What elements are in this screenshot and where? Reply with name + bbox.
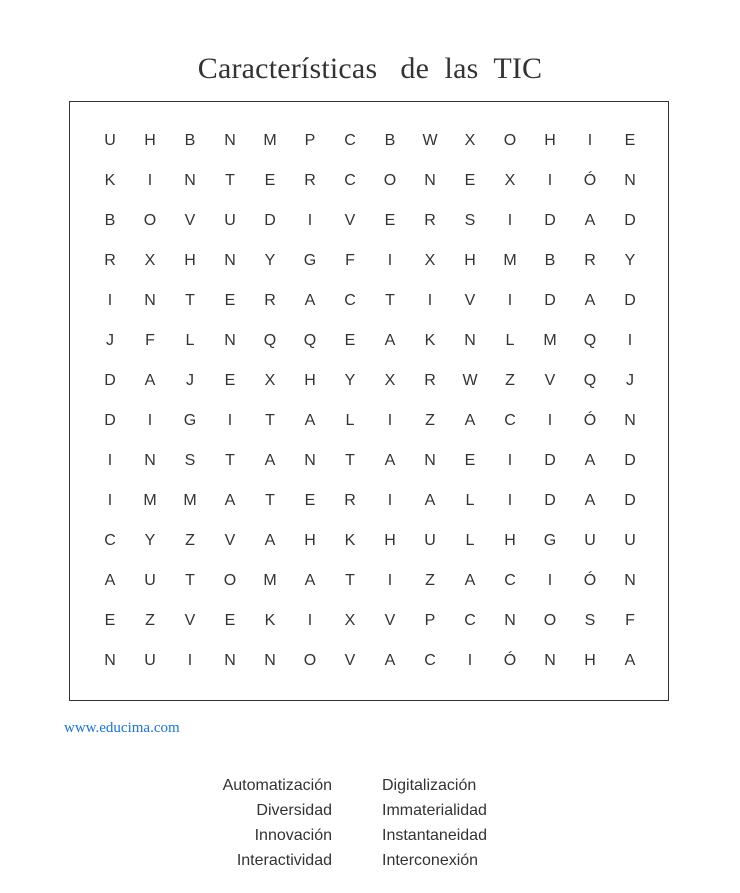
grid-letter[interactable]: A	[584, 492, 596, 509]
grid-letter[interactable]: X	[264, 372, 276, 389]
grid-letter[interactable]: H	[144, 132, 156, 149]
grid-letter[interactable]: E	[464, 172, 476, 189]
grid-letter[interactable]: H	[544, 132, 556, 149]
grid-letter[interactable]: I	[227, 412, 233, 429]
grid-letter[interactable]: D	[624, 492, 636, 509]
grid-letter[interactable]: M	[543, 332, 557, 349]
grid-letter[interactable]: B	[104, 212, 116, 229]
grid-letter[interactable]: I	[307, 212, 313, 229]
grid-letter[interactable]: N	[624, 412, 636, 429]
grid-letter[interactable]: I	[467, 652, 473, 669]
word-list-left-column	[223, 773, 332, 873]
grid-letter[interactable]: X	[144, 252, 156, 269]
grid-letter[interactable]: T	[265, 412, 275, 429]
grid-letter[interactable]: Ó	[583, 172, 597, 189]
grid-letter[interactable]: L	[465, 532, 475, 549]
grid-letter[interactable]: D	[264, 212, 276, 229]
grid-letter[interactable]: N	[424, 172, 436, 189]
grid-letter[interactable]: Z	[425, 412, 435, 429]
grid-letter[interactable]: N	[544, 652, 556, 669]
grid-letter[interactable]: E	[384, 212, 396, 229]
grid-letter[interactable]: R	[424, 372, 436, 389]
grid-letter[interactable]: I	[187, 652, 193, 669]
grid-letter[interactable]: Z	[185, 532, 195, 549]
grid-letter[interactable]: T	[225, 172, 235, 189]
grid-letter[interactable]: H	[304, 372, 316, 389]
grid-letter[interactable]: N	[464, 332, 476, 349]
grid-letter[interactable]: V	[344, 212, 356, 229]
grid-letter[interactable]: Y	[264, 252, 276, 269]
grid-letter[interactable]: Ó	[583, 572, 597, 589]
grid-letter[interactable]: W	[462, 372, 478, 389]
grid-letter[interactable]: I	[547, 572, 553, 589]
grid-letter[interactable]: C	[504, 572, 516, 589]
grid-letter[interactable]: H	[384, 532, 396, 549]
grid-row	[90, 281, 650, 321]
grid-letter[interactable]: R	[344, 492, 356, 509]
grid-letter[interactable]: I	[147, 172, 153, 189]
grid-letter[interactable]: N	[144, 452, 156, 469]
grid-letter[interactable]: I	[147, 412, 153, 429]
grid-letter[interactable]: T	[385, 292, 395, 309]
grid-letter[interactable]: R	[264, 292, 276, 309]
grid-letter[interactable]: N	[224, 252, 236, 269]
grid-letter[interactable]: R	[304, 172, 316, 189]
grid-letter[interactable]: N	[144, 292, 156, 309]
grid-letter[interactable]: Ó	[503, 652, 517, 669]
grid-letter[interactable]: F	[145, 332, 155, 349]
grid-letter[interactable]: U	[104, 132, 116, 149]
grid-letter[interactable]: E	[224, 372, 236, 389]
grid-letter[interactable]: S	[584, 612, 596, 629]
grid-letter[interactable]: V	[224, 532, 236, 549]
grid-letter[interactable]: U	[144, 652, 156, 669]
grid-row	[90, 401, 650, 441]
grid-letter[interactable]: G	[543, 532, 557, 549]
grid-letter[interactable]: Q	[583, 332, 597, 349]
grid-letter[interactable]: U	[584, 532, 596, 549]
grid-letter[interactable]: N	[224, 652, 236, 669]
grid-letter[interactable]: L	[185, 332, 195, 349]
grid-row	[90, 121, 650, 161]
word-list-item: Interactividad	[236, 852, 332, 869]
grid-row	[90, 521, 650, 561]
grid-letter[interactable]: H	[584, 652, 596, 669]
grid-letter[interactable]: T	[345, 572, 355, 589]
grid-letter[interactable]: X	[344, 612, 356, 629]
grid-letter[interactable]: A	[264, 532, 276, 549]
grid-letter[interactable]: N	[624, 172, 636, 189]
grid-letter[interactable]: N	[624, 572, 636, 589]
grid-letter[interactable]: Q	[303, 332, 317, 349]
grid-letter[interactable]: A	[144, 372, 156, 389]
grid-letter[interactable]: B	[544, 252, 556, 269]
grid-letter[interactable]: A	[584, 212, 596, 229]
grid-letter[interactable]: M	[263, 572, 277, 589]
grid-row	[90, 321, 650, 361]
grid-letter[interactable]: X	[504, 172, 516, 189]
grid-letter[interactable]: B	[384, 132, 396, 149]
word-list-item: Immaterialidad	[382, 802, 487, 819]
grid-letter[interactable]: D	[624, 292, 636, 309]
grid-letter[interactable]: C	[424, 652, 436, 669]
grid-letter[interactable]: E	[344, 332, 356, 349]
grid-letter[interactable]: I	[387, 492, 393, 509]
grid-letter[interactable]: C	[104, 532, 116, 549]
grid-letter[interactable]: E	[224, 612, 236, 629]
grid-letter[interactable]: W	[422, 132, 438, 149]
word-search-board	[69, 101, 669, 701]
grid-row	[90, 201, 650, 241]
word-list-right-column	[382, 773, 487, 873]
grid-letter[interactable]: C	[344, 172, 356, 189]
word-list-item: Automatización	[222, 777, 332, 794]
grid-letter[interactable]: L	[505, 332, 515, 349]
grid-letter[interactable]: D	[544, 292, 556, 309]
grid-letter[interactable]: O	[503, 132, 517, 149]
grid-letter[interactable]: A	[584, 452, 596, 469]
grid-letter[interactable]: F	[625, 612, 635, 629]
grid-letter[interactable]: U	[424, 532, 436, 549]
grid-letter[interactable]: J	[186, 372, 194, 389]
grid-letter[interactable]: S	[464, 212, 476, 229]
grid-letter[interactable]: X	[464, 132, 476, 149]
grid-letter[interactable]: Q	[583, 372, 597, 389]
grid-letter[interactable]: R	[584, 252, 596, 269]
grid-letter[interactable]: T	[225, 452, 235, 469]
grid-letter[interactable]: A	[304, 292, 316, 309]
grid-letter[interactable]: A	[424, 492, 436, 509]
grid-letter[interactable]: M	[503, 252, 517, 269]
grid-letter[interactable]: I	[587, 132, 593, 149]
grid-letter[interactable]: I	[547, 412, 553, 429]
grid-letter[interactable]: D	[624, 212, 636, 229]
grid-letter[interactable]: C	[344, 292, 356, 309]
grid-letter[interactable]: V	[344, 652, 356, 669]
grid-letter[interactable]: D	[544, 492, 556, 509]
grid-letter[interactable]: V	[544, 372, 556, 389]
grid-letter[interactable]: K	[104, 172, 116, 189]
grid-letter[interactable]: A	[464, 412, 476, 429]
grid-letter[interactable]: C	[344, 132, 356, 149]
grid-letter[interactable]: H	[504, 532, 516, 549]
grid-letter[interactable]: X	[384, 372, 396, 389]
grid-letter[interactable]: V	[464, 292, 476, 309]
word-list-item: Digitalización	[382, 777, 477, 794]
grid-letter[interactable]: X	[424, 252, 436, 269]
grid-letter[interactable]: H	[184, 252, 196, 269]
grid-letter[interactable]: T	[185, 572, 195, 589]
grid-letter[interactable]: E	[264, 172, 276, 189]
grid-letter[interactable]: G	[183, 412, 197, 429]
grid-letter[interactable]: I	[387, 412, 393, 429]
grid-letter[interactable]: N	[504, 612, 516, 629]
grid-letter[interactable]: D	[624, 452, 636, 469]
grid-letter[interactable]: B	[184, 132, 196, 149]
grid-letter[interactable]: F	[345, 252, 355, 269]
grid-row	[90, 601, 650, 641]
grid-row	[90, 481, 650, 521]
grid-letter[interactable]: C	[504, 412, 516, 429]
grid-letter[interactable]: T	[345, 452, 355, 469]
grid-letter[interactable]: A	[464, 572, 476, 589]
grid-letter[interactable]: N	[424, 452, 436, 469]
grid-letter[interactable]: K	[344, 532, 356, 549]
grid-letter[interactable]: U	[224, 212, 236, 229]
grid-letter[interactable]: H	[304, 532, 316, 549]
grid-letter[interactable]: A	[384, 452, 396, 469]
grid-row	[90, 561, 650, 601]
grid-letter[interactable]: N	[104, 652, 116, 669]
grid-letter[interactable]: G	[303, 252, 317, 269]
grid-row	[90, 241, 650, 281]
grid-letter[interactable]: L	[465, 492, 475, 509]
grid-letter[interactable]: V	[184, 612, 196, 629]
grid-letter[interactable]: A	[384, 332, 396, 349]
grid-letter[interactable]: A	[384, 652, 396, 669]
grid-letter[interactable]: L	[345, 412, 355, 429]
grid-letter[interactable]: O	[143, 212, 157, 229]
grid-letter[interactable]: I	[627, 332, 633, 349]
grid-letter[interactable]: J	[626, 372, 634, 389]
grid-letter[interactable]: I	[507, 212, 513, 229]
grid-letter[interactable]: H	[464, 252, 476, 269]
grid-letter[interactable]: O	[303, 652, 317, 669]
grid-letter[interactable]: U	[624, 532, 636, 549]
grid-letter[interactable]: T	[185, 292, 195, 309]
grid-letter[interactable]: I	[507, 292, 513, 309]
grid-letter[interactable]: E	[624, 132, 636, 149]
grid-letter[interactable]: Y	[144, 532, 156, 549]
grid-letter[interactable]: R	[104, 252, 116, 269]
grid-letter[interactable]: J	[106, 332, 114, 349]
grid-letter[interactable]: D	[544, 452, 556, 469]
grid-letter[interactable]: O	[383, 172, 397, 189]
grid-letter[interactable]: A	[624, 652, 636, 669]
website-link[interactable]: www.educima.com	[64, 720, 180, 736]
grid-letter[interactable]: V	[384, 612, 396, 629]
grid-letter[interactable]: I	[107, 452, 113, 469]
grid-letter[interactable]: I	[107, 492, 113, 509]
grid-letter[interactable]: P	[304, 132, 316, 149]
grid-letter[interactable]: Q	[263, 332, 277, 349]
grid-letter[interactable]: N	[224, 132, 236, 149]
grid-letter[interactable]: Y	[624, 252, 636, 269]
grid-letter[interactable]: U	[144, 572, 156, 589]
grid-letter[interactable]: M	[263, 132, 277, 149]
grid-letter[interactable]: I	[507, 492, 513, 509]
letter-grid	[90, 121, 650, 681]
grid-letter[interactable]: V	[184, 212, 196, 229]
grid-letter[interactable]: E	[304, 492, 316, 509]
grid-letter[interactable]: Z	[505, 372, 515, 389]
page-title: Características de las TIC	[197, 52, 543, 85]
grid-letter[interactable]: O	[223, 572, 237, 589]
grid-letter[interactable]: C	[464, 612, 476, 629]
grid-letter[interactable]: A	[304, 572, 316, 589]
grid-letter[interactable]: I	[387, 572, 393, 589]
grid-letter[interactable]: I	[107, 292, 113, 309]
grid-letter[interactable]: E	[104, 612, 116, 629]
grid-letter[interactable]: E	[224, 292, 236, 309]
grid-letter[interactable]: I	[387, 252, 393, 269]
grid-row	[90, 161, 650, 201]
grid-letter[interactable]: P	[424, 612, 436, 629]
grid-letter[interactable]: A	[264, 452, 276, 469]
grid-letter[interactable]: N	[184, 172, 196, 189]
grid-letter[interactable]: D	[104, 372, 116, 389]
grid-letter[interactable]: N	[224, 332, 236, 349]
grid-letter[interactable]: I	[547, 172, 553, 189]
grid-letter[interactable]: Y	[344, 372, 356, 389]
grid-letter[interactable]: I	[507, 452, 513, 469]
grid-row	[90, 361, 650, 401]
grid-letter[interactable]: D	[104, 412, 116, 429]
grid-letter[interactable]: A	[104, 572, 116, 589]
grid-letter[interactable]: A	[224, 492, 236, 509]
grid-row	[90, 441, 650, 481]
word-list-item: Diversidad	[256, 802, 332, 819]
grid-letter[interactable]: A	[584, 292, 596, 309]
grid-letter[interactable]: M	[143, 492, 157, 509]
grid-letter[interactable]: N	[304, 452, 316, 469]
word-list-item: Instantaneidad	[382, 827, 487, 844]
grid-letter[interactable]: R	[424, 212, 436, 229]
grid-letter[interactable]: K	[264, 612, 276, 629]
grid-row	[90, 641, 650, 681]
grid-letter[interactable]: K	[424, 332, 436, 349]
grid-letter[interactable]: A	[304, 412, 316, 429]
grid-letter[interactable]: E	[464, 452, 476, 469]
grid-letter[interactable]: S	[184, 452, 196, 469]
grid-letter[interactable]: N	[264, 652, 276, 669]
word-list-item: Interconexión	[382, 852, 479, 869]
grid-letter[interactable]: D	[544, 212, 556, 229]
grid-letter[interactable]: T	[265, 492, 275, 509]
grid-letter[interactable]: Ó	[583, 412, 597, 429]
grid-letter[interactable]: I	[427, 292, 433, 309]
grid-letter[interactable]: O	[543, 612, 557, 629]
grid-letter[interactable]: M	[183, 492, 197, 509]
grid-letter[interactable]: Z	[145, 612, 155, 629]
grid-letter[interactable]: Z	[425, 572, 435, 589]
word-list-item: Innovación	[254, 827, 332, 844]
grid-letter[interactable]: I	[307, 612, 313, 629]
